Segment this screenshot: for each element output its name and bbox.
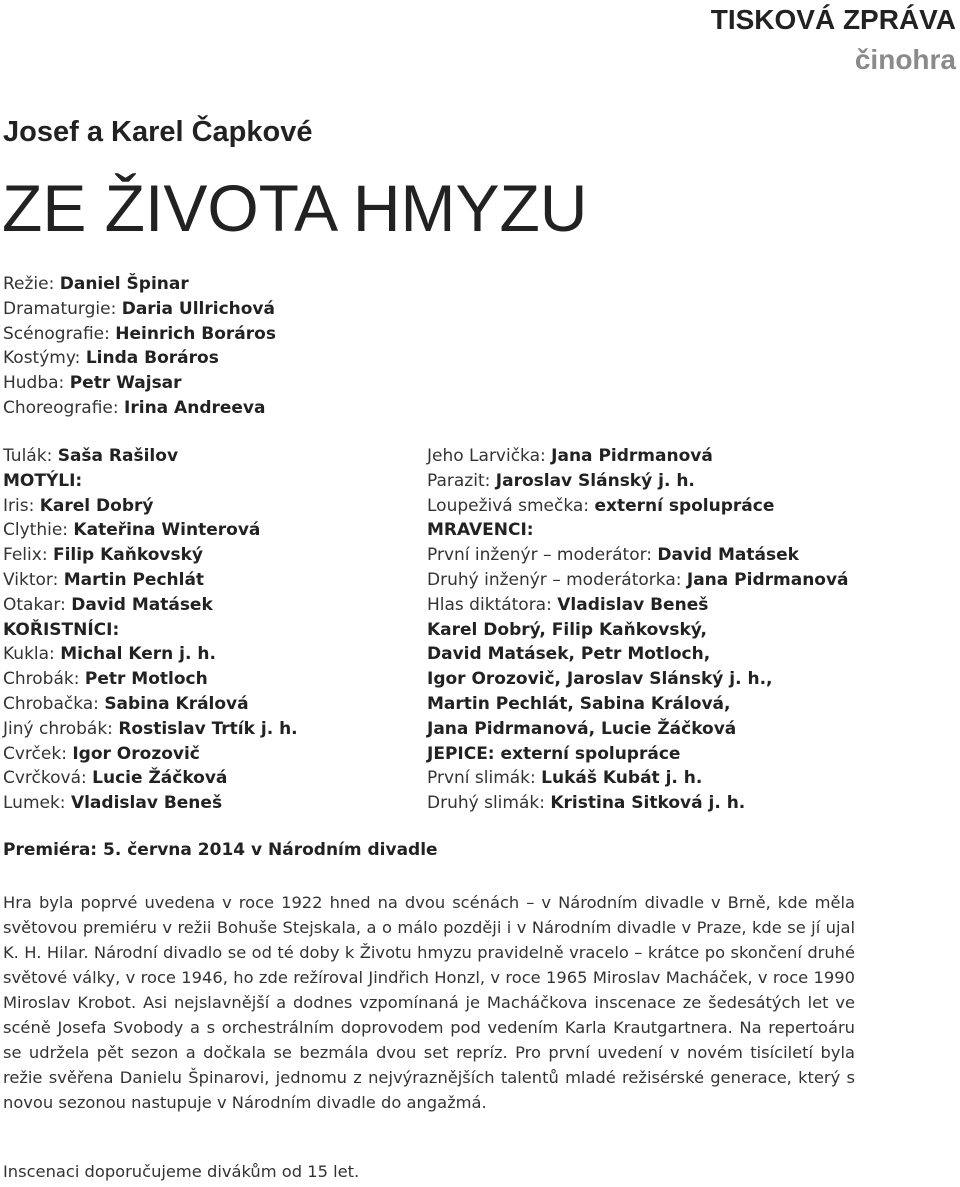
credit-line (427, 469, 849, 494)
credit-role: Lumek: (3, 793, 71, 814)
credit-role: Chrobačka: (3, 693, 105, 714)
credit-name: externí spolupráce (594, 495, 775, 516)
credit-name: MRAVENCI: (427, 520, 534, 541)
credit-role: Druhý inženýr – moderátorka: (427, 569, 687, 590)
credit-name: Igor Orozovič, Jaroslav Slánský j. h., (427, 669, 773, 690)
credit-name: Irina Andreeva (124, 397, 266, 418)
credit-role: Choreografie: (3, 397, 125, 418)
credit-role: Felix: (3, 545, 53, 566)
credit-name: KOŘISTNÍCI: (3, 619, 120, 640)
credit-role: Loupeživá smečka: (427, 495, 595, 516)
credit-line (3, 791, 298, 816)
credit-name: Petr Wajsar (69, 373, 182, 394)
crew-list (3, 272, 276, 421)
credit-name: Saša Rašilov (57, 446, 179, 466)
credit-line (427, 642, 849, 667)
credit-name: Martin Pechlát (63, 569, 205, 590)
play-title: ZE ŽIVOTA HMYZU (2, 171, 588, 245)
credit-line (3, 642, 298, 667)
credit-role: Kukla: (3, 644, 61, 665)
credit-name: Lucie Žáčková (92, 768, 228, 789)
credit-name: Daniel Špinar (59, 274, 189, 294)
credit-line (427, 667, 849, 692)
credit-line (3, 371, 276, 396)
credit-line (3, 543, 298, 568)
credit-line (3, 766, 298, 791)
credit-line (3, 692, 298, 717)
document-type-label: TISKOVÁ ZPRÁVA (710, 4, 956, 35)
credit-line (3, 667, 298, 692)
credit-line (427, 593, 849, 618)
credit-line (427, 568, 849, 593)
credit-name: Jaroslav Slánský j. h. (495, 470, 695, 491)
credit-line (427, 543, 849, 568)
credit-name: MOTÝLI: (3, 470, 83, 491)
credit-name: Martin Pechlát, Sabina Králová, (427, 693, 731, 714)
credit-role: Tulák: (3, 446, 58, 466)
credit-role: Dramaturgie: (3, 298, 122, 319)
credit-line (3, 272, 276, 297)
credit-role: Režie: (3, 274, 60, 294)
credit-role: Cvrčková: (3, 768, 93, 789)
credit-role: Hudba: (3, 373, 70, 394)
credit-role: Kostýmy: (3, 348, 86, 369)
genre-label: činohra (854, 44, 956, 75)
credit-name: Karel Dobrý (39, 495, 154, 516)
age-recommendation: Inscenaci doporučujeme divákům od 15 let. (3, 1162, 360, 1181)
credit-name: Linda Boráros (85, 348, 219, 369)
history-paragraph: Hra byla poprvé uvedena v roce 1922 hned na dvou scénách – v Národním divadle v Brně, kde měla světovou premiéru v režii Bohuše Stejskala, a o málo později i v Národním divadle v Praze, kde se jí ujal K. H. Hilar. Národní divadlo se od té doby k Životu hmyzu pravidelně vracelo – krátce po skončení druhé světové války, v roce 1946, ho zde režíroval Jindřich Honzl, v roce 1965 Miroslav Macháček, v roce 1990 Miroslav Krobot. Asi nejslavnější a dodnes vzpomínaná je Macháčkova inscenace ze šedesátých let ve scéně Josefa Svobody a s orchestrálním doprovodem pod vedením Karla Krautgartnera. Na repertoáru se udržela pět sezon a dočkala se bezmála dvou set repríz. Pro první uvedení v novém tisíciletí byla režie svěřena Danielu Špinarovi, jednomu z nejvýraznějších talentů mladé režisérské generace, který s novou sezonou nastupuje v Národním divadle do angažmá. (3, 893, 855, 1112)
credit-name: Jana Pidrmanová (551, 446, 713, 466)
credit-name: JEPICE: externí spolupráce (427, 743, 681, 764)
credit-role: Clythie: (3, 520, 74, 541)
cast-list-right (427, 444, 849, 816)
credit-role: Otakar: (3, 594, 72, 615)
credit-name: Igor Orozovič (72, 743, 200, 764)
credit-line (3, 717, 298, 742)
credit-line (427, 444, 849, 469)
credit-line (427, 618, 849, 643)
credit-line (3, 593, 298, 618)
credit-name: Karel Dobrý, Filip Kaňkovský, (427, 619, 707, 640)
credit-line (3, 297, 276, 322)
credit-line (427, 742, 849, 767)
credit-role: Cvrček: (3, 743, 73, 764)
credit-line (3, 618, 298, 643)
credit-line (3, 494, 298, 519)
credit-role: Druhý slimák: (427, 793, 551, 814)
credit-role: První slimák: (427, 768, 542, 789)
credit-name: Filip Kaňkovský (52, 545, 203, 566)
credit-role: Jeho Larvička: (427, 446, 552, 466)
credit-name: Michal Kern j. h. (60, 644, 216, 665)
credit-line (3, 518, 298, 543)
credit-name: David Matásek (71, 594, 213, 615)
credit-name: David Matásek (657, 545, 799, 566)
credit-line (3, 346, 276, 371)
credit-role: Jiný chrobák: (3, 718, 119, 739)
credit-role: Scénografie: (3, 323, 116, 344)
cast-list-left (3, 444, 298, 816)
credit-name: Vladislav Beneš (557, 594, 709, 615)
credit-line (3, 322, 276, 347)
credit-name: Jana Pidrmanová, Lucie Žáčková (427, 718, 737, 739)
credit-line (3, 469, 298, 494)
credit-name: Kateřina Winterová (73, 520, 261, 541)
credit-line (3, 742, 298, 767)
credit-name: Lukáš Kubát j. h. (541, 768, 703, 789)
credit-line (427, 494, 849, 519)
credit-line (427, 518, 849, 543)
credit-name: Petr Motloch (84, 669, 208, 690)
credit-role: Hlas diktátora: (427, 594, 558, 615)
credit-name: Rostislav Trtík j. h. (118, 718, 298, 739)
credit-name: Daria Ullrichová (121, 298, 275, 319)
credit-line (427, 717, 849, 742)
credit-name: Kristina Sitková j. h. (550, 793, 746, 814)
premiere-line: Premiéra: 5. června 2014 v Národním divadle (3, 840, 438, 860)
credit-name: Sabina Králová (104, 693, 249, 714)
credit-line (427, 791, 849, 816)
credit-role: Viktor: (3, 569, 64, 590)
credit-line (427, 692, 849, 717)
credit-line (3, 396, 276, 421)
credit-line (3, 444, 298, 469)
credit-role: Chrobák: (3, 669, 85, 690)
credit-name: Jana Pidrmanová (686, 569, 849, 590)
credit-role: Iris: (3, 495, 40, 516)
credit-name: Heinrich Boráros (115, 323, 276, 344)
credit-line (427, 766, 849, 791)
credit-name: Vladislav Beneš (70, 793, 223, 814)
credit-name: David Matásek, Petr Motloch, (427, 644, 711, 665)
credit-line (3, 568, 298, 593)
authors-heading: Josef a Karel Čapkové (3, 116, 313, 148)
credit-role: První inženýr – moderátor: (427, 545, 658, 566)
credit-role: Parazit: (427, 470, 496, 491)
